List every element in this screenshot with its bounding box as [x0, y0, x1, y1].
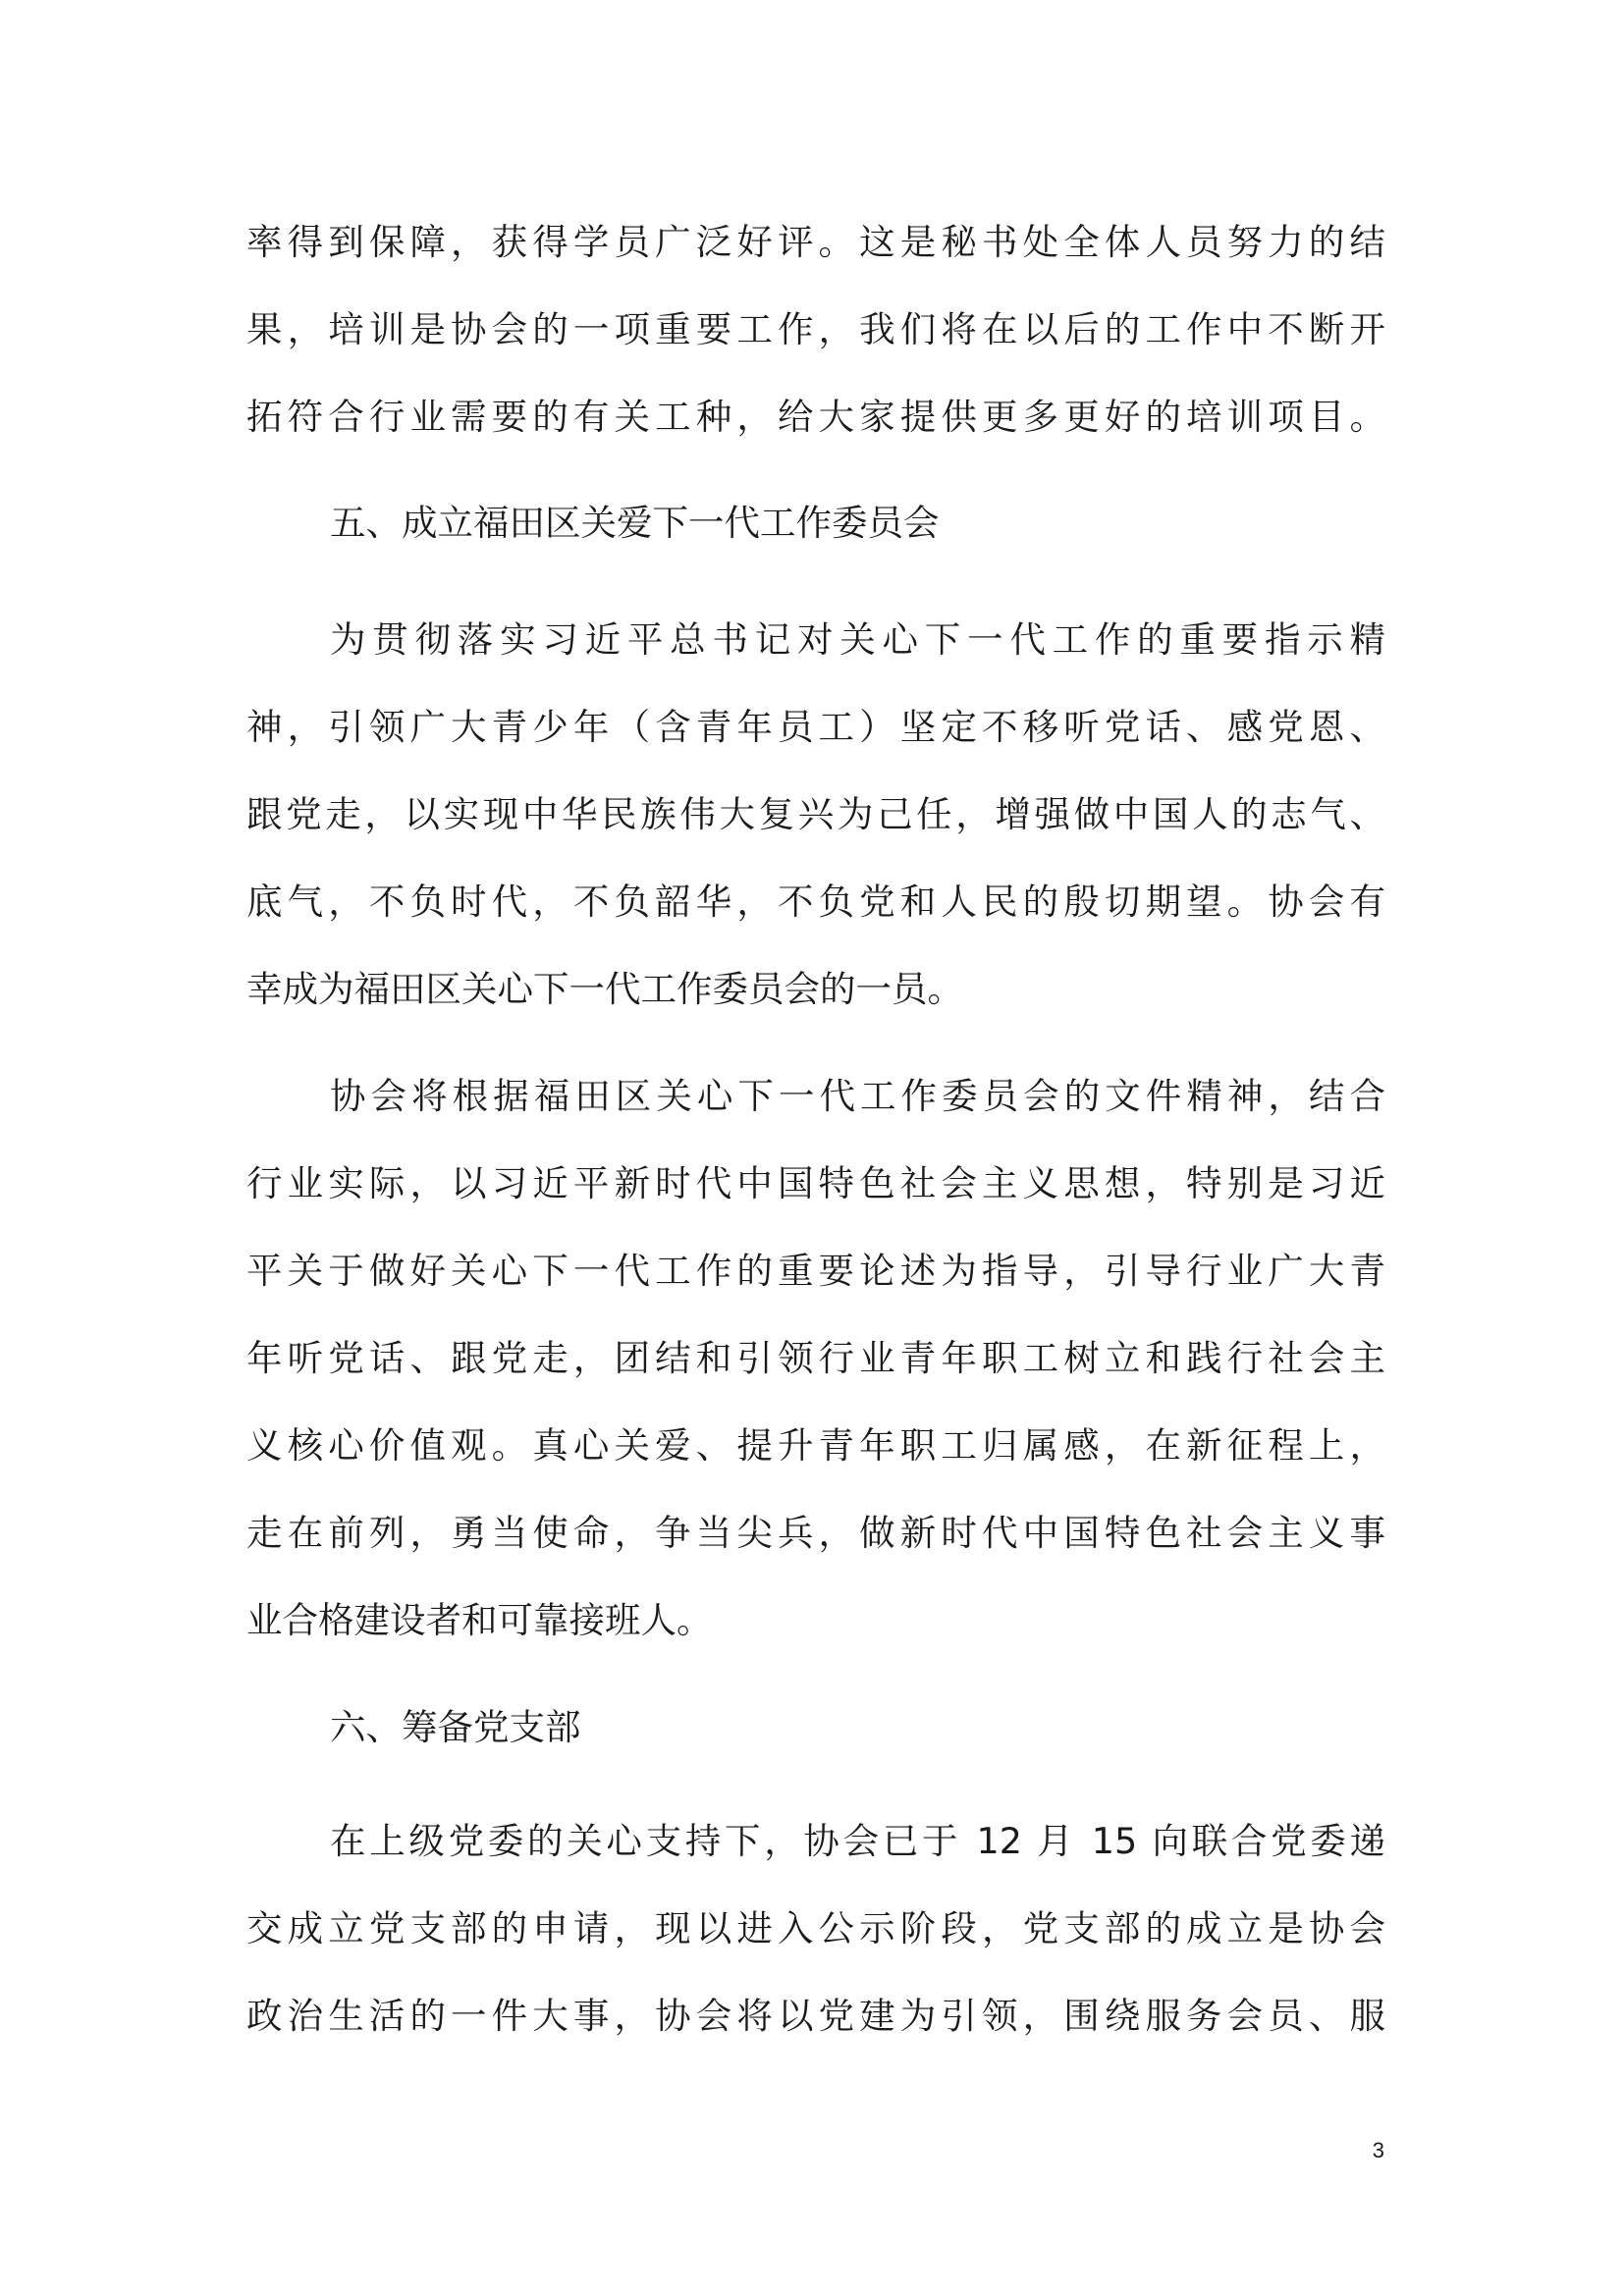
paragraph-line: 年听党话、跟党走，团结和引领行业青年职工树立和践行社会主 — [246, 1337, 1385, 1379]
paragraph-line: 为贯彻落实习近平总书记对关心下一代工作的重要指示精 — [330, 618, 1385, 661]
paragraph-line: 幸成为福田区关心下一代工作委员会的一员。 — [246, 968, 963, 1010]
section-heading: 六、筹备党支部 — [330, 1706, 581, 1748]
paragraph-line: 在上级党委的关心支持下，协会已于 12 月 15 向联合党委递 — [330, 1820, 1385, 1862]
paragraph-line: 行业实际，以习近平新时代中国特色社会主义思想，特别是习近 — [246, 1162, 1385, 1204]
paragraph-line: 平关于做好关心下一代工作的重要论述为指导，引导行业广大青 — [246, 1250, 1385, 1292]
paragraph-line: 底气，不负时代，不负韶华，不负党和人民的殷切期望。协会有 — [246, 881, 1385, 923]
paragraph-line: 拓符合行业需要的有关工种，给大家提供更多更好的培训项目。 — [246, 396, 1385, 438]
paragraph-line: 神，引领广大青少年（含青年员工）坚定不移听党话、感党恩、 — [246, 706, 1385, 748]
paragraph-line: 率得到保障，获得学员广泛好评。这是秘书处全体人员努力的结 — [246, 221, 1385, 263]
paragraph-line: 政治生活的一件大事，协会将以党建为引领，围绕服务会员、服 — [246, 1995, 1385, 2037]
paragraph-line: 跟党走，以实现中华民族伟大复兴为己任，增强做中国人的志气、 — [246, 793, 1385, 835]
paragraph-line: 义核心价值观。真心关爱、提升青年职工归属感，在新征程上， — [246, 1424, 1385, 1467]
paragraph-line: 业合格建设者和可靠接班人。 — [246, 1599, 713, 1641]
section-heading: 五、成立福田区关爱下一代工作委员会 — [330, 502, 940, 544]
paragraph-line: 果，培训是协会的一项重要工作，我们将在以后的工作中不断开 — [246, 308, 1385, 350]
paragraph-line: 走在前列，勇当使命，争当尖兵，做新时代中国特色社会主义事 — [246, 1512, 1385, 1554]
paragraph-line: 协会将根据福田区关心下一代工作委员会的文件精神，结合 — [330, 1075, 1385, 1117]
paragraph-line: 交成立党支部的申请，现以进入公示阶段，党支部的成立是协会 — [246, 1907, 1385, 1949]
page-number: 3 — [1372, 2138, 1384, 2163]
